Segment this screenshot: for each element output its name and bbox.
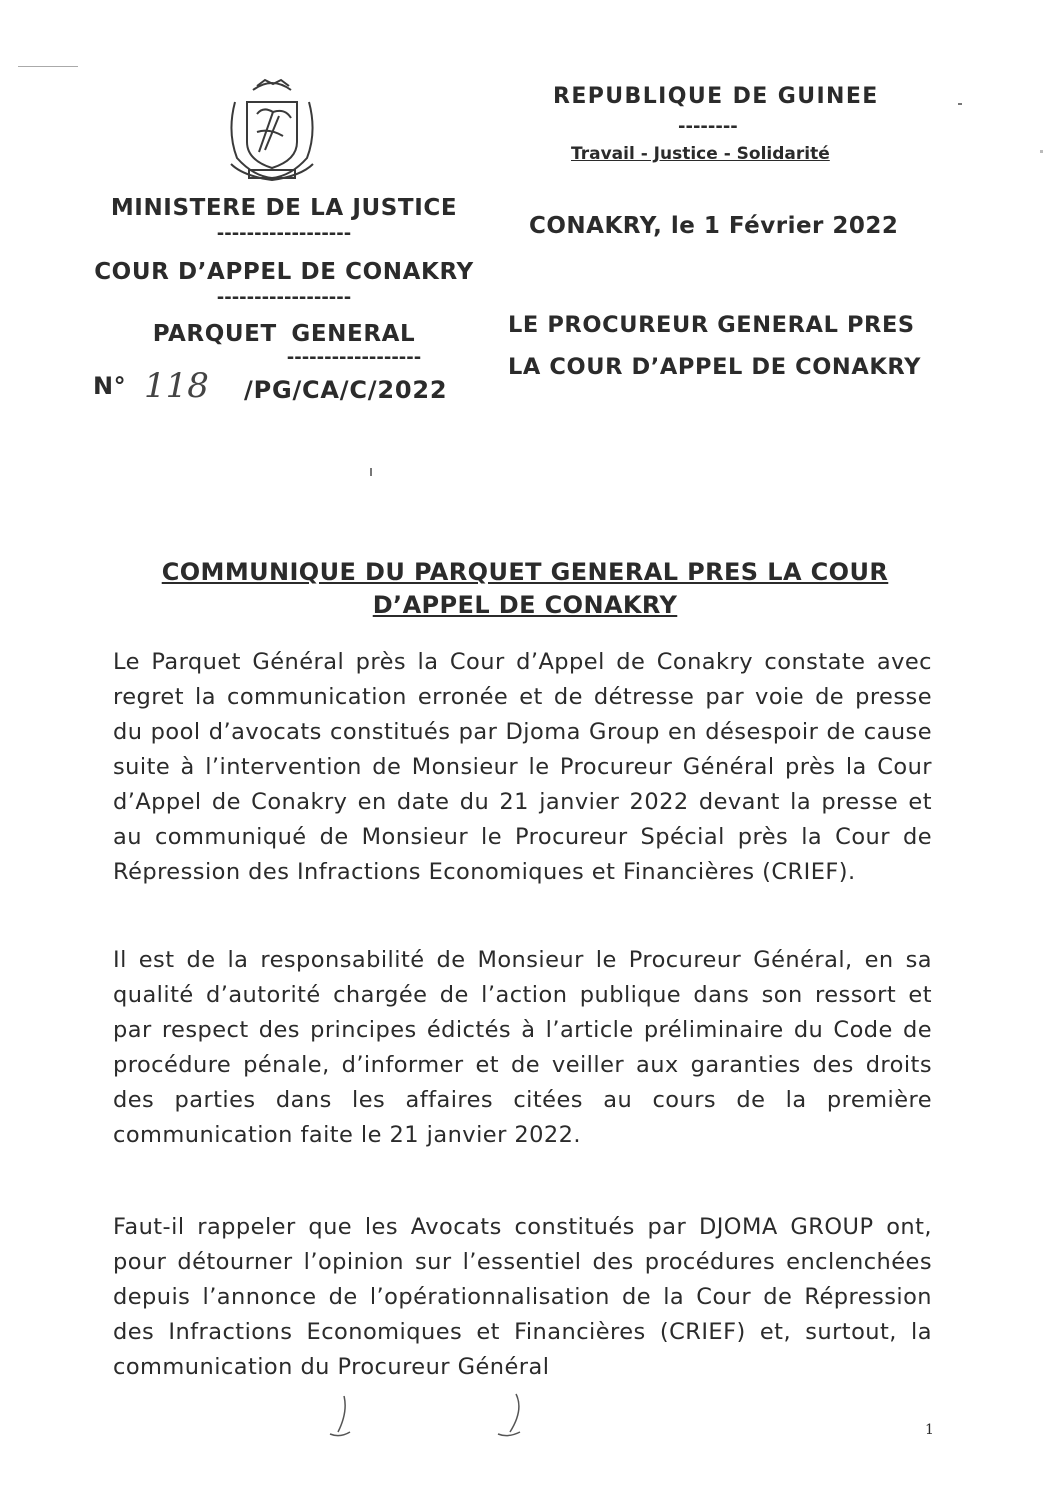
authority-line-1: LE PROCUREUR GENERAL PRES bbox=[508, 312, 915, 338]
date-line: CONAKRY, le 1 Février 2022 bbox=[529, 213, 899, 239]
separator: -------- bbox=[678, 116, 738, 137]
reference-number-handwritten: 118 bbox=[144, 366, 209, 406]
separator: ------------------ bbox=[286, 347, 422, 368]
paragraph: Faut-il rappeler que les Avocats constitués par DJOMA GROUP ont, pour détourner l’opinion sur l’essentiel des procédures enclenchées depuis l’annonce de l’opérationnalisation de la Cour de Répression des Infractions Economiques et Financières (CRIEF) et, surtout, la communication du Procureur Général bbox=[113, 1214, 932, 1380]
title-line-1: COMMUNIQUE DU PARQUET GENERAL PRES LA COUR bbox=[161, 558, 889, 586]
paragraph: Le Parquet Général près la Cour d’Appel de Conakry constate avec regret la communication erronée et de détresse par voie de presse du pool d’avocats constitués par Djoma Group en désespoir de cause suite à l’intervention de Monsieur le Procureur Général près la Cour d’Appel de Conakry en date du 21 janvier 2022 devant la presse et au communiqué de Monsieur le Procureur Spécial près la Cour de Répression des Infractions Economiques et Financières (CRIEF). bbox=[113, 649, 932, 885]
scan-mark bbox=[958, 103, 962, 105]
reference-suffix: /PG/CA/C/2022 bbox=[244, 376, 448, 404]
scan-mark bbox=[370, 468, 372, 476]
authority-block bbox=[508, 304, 921, 388]
separator: ------------------ bbox=[216, 287, 352, 308]
communique-title bbox=[100, 556, 950, 622]
reference-prefix: N° bbox=[93, 372, 127, 400]
initials-mark bbox=[320, 1388, 550, 1448]
court-name: COUR D’APPEL DE CONAKRY bbox=[94, 259, 474, 285]
guinea-coat-of-arms-icon bbox=[213, 72, 331, 184]
title-line-2: D’APPEL DE CONAKRY bbox=[372, 591, 678, 619]
page-number: 1 bbox=[925, 1422, 934, 1438]
separator: ------------------ bbox=[216, 223, 352, 244]
ministry-name: MINISTERE DE LA JUSTICE bbox=[110, 195, 458, 221]
authority-line-2: LA COUR D’APPEL DE CONAKRY bbox=[508, 354, 921, 380]
ministry-block bbox=[70, 193, 498, 367]
scan-mark bbox=[18, 66, 78, 67]
national-motto: Travail - Justice - Solidarité bbox=[571, 144, 830, 164]
office-name: PARQUET GENERAL bbox=[152, 321, 416, 347]
republic-name: REPUBLIQUE DE GUINEE bbox=[553, 84, 879, 109]
paragraph: Il est de la responsabilité de Monsieur le Procureur Général, en sa qualité d’autorité chargée de l’action publique dans son ressort et par respect des principes édictés à l’article préliminaire du Code de procédure pénale, d’informer et de veiller aux garanties des droits des parties dans les affaires citées au cours de la première communication faite le 21 janvier 2022. bbox=[113, 947, 932, 1148]
scan-mark bbox=[1040, 150, 1043, 153]
